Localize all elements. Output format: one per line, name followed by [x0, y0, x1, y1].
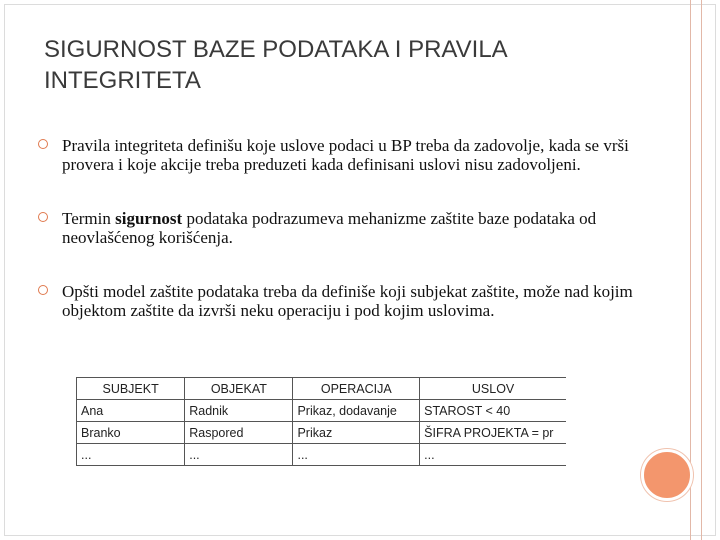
- bullet-list: [38, 136, 678, 320]
- bullet-text-start: Termin: [62, 209, 116, 228]
- table-cell: Branko: [77, 422, 185, 444]
- column-header-condition: USLOV: [420, 378, 566, 400]
- decorative-rail: [690, 0, 702, 540]
- table-cell: STAROST < 40: [420, 400, 566, 422]
- slide-title: SIGURNOST BAZE PODATAKA I PRAVILA INTEGRITETA: [44, 36, 507, 94]
- bullet-item-security-term: [38, 209, 678, 247]
- table-cell: ...: [420, 444, 566, 466]
- column-header-operation: OPERACIJA: [293, 378, 420, 400]
- decorative-circle-icon: [641, 449, 693, 501]
- bullet-item-protection-model: [38, 282, 678, 320]
- bullet-item-integrity-rules: [38, 136, 678, 174]
- bullet-circle-icon: [38, 285, 48, 295]
- table-cell: Prikaz, dodavanje: [293, 400, 420, 422]
- bullet-circle-icon: [38, 212, 48, 222]
- protection-model-table: [76, 377, 566, 466]
- table-row: [77, 444, 567, 466]
- bullet-circle-icon: [38, 139, 48, 149]
- column-header-object: OBJEKAT: [185, 378, 293, 400]
- table-cell: Raspored: [185, 422, 293, 444]
- table-cell: Prikaz: [293, 422, 420, 444]
- table-row: [77, 422, 567, 444]
- table-cell: ...: [77, 444, 185, 466]
- table-cell: ...: [293, 444, 420, 466]
- table-cell: Radnik: [185, 400, 293, 422]
- bullet-text: Pravila integriteta definišu koje uslove podaci u BP treba da zadovolje, kada se vrši provera i koje akcije treba preduzeti kada definisani uslovi nisu zadovoljeni.: [62, 136, 629, 174]
- table-cell: Ana: [77, 400, 185, 422]
- table-cell: ŠIFRA PROJEKTA = pr: [420, 422, 566, 444]
- bullet-text-end: podataka podrazumeva mehanizme zaštite baze podataka od neovlašćenog korišćenja.: [62, 209, 597, 247]
- table-row: [77, 400, 567, 422]
- bullet-text-emphasis: sigurnost: [115, 209, 183, 228]
- bullet-text: Opšti model zaštite podataka treba da definiše koji subjekat zaštite, može nad kojim objektom zaštite da izvrši neku operaciju i pod kojim uslovima.: [62, 282, 633, 320]
- column-header-subject: SUBJEKT: [77, 378, 185, 400]
- table-header-row: [77, 378, 567, 400]
- table-cell: ...: [185, 444, 293, 466]
